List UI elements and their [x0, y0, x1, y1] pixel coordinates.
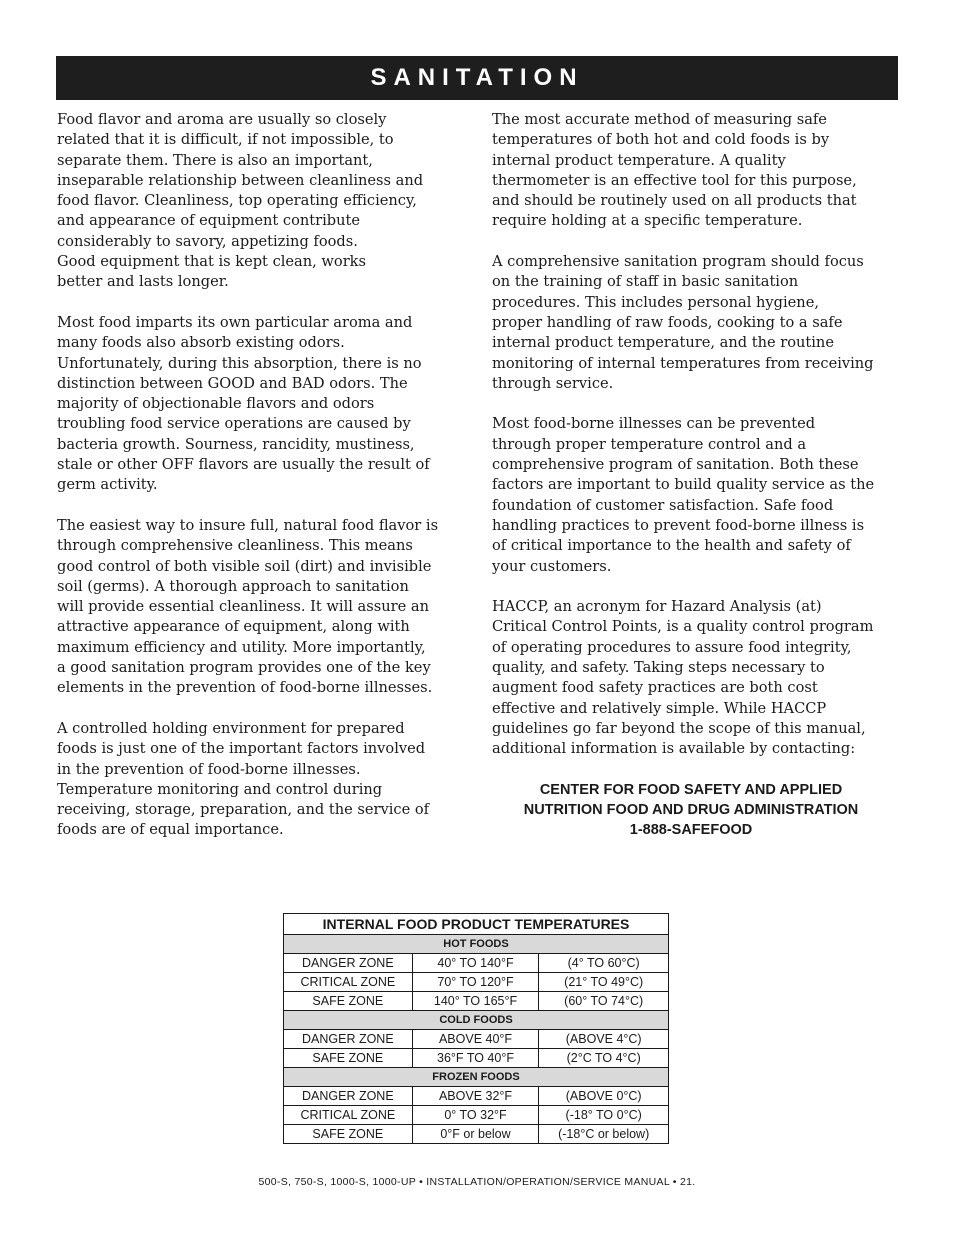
table-row — [284, 1087, 669, 1106]
fahrenheit-cell: 0° TO 32°F — [412, 1106, 539, 1125]
table-row — [284, 1125, 669, 1144]
paragraph: Most food imparts its own particular aroma and many foods also absorb existing odors. Unfortunately, during this absorption, there is no distinction between GOOD and BAD odors. The majority of objectionable flavors and odors troubling food service operations are caused by bacteria growth. Sourness, rancidity, mustiness, stale or other OFF flavors are usually the result of germ activity. — [57, 313, 430, 494]
fahrenheit-cell: 0°F or below — [412, 1125, 539, 1144]
fahrenheit-cell: ABOVE 40°F — [412, 1030, 539, 1049]
paragraph: Food flavor and aroma are usually so closely related that it is difficult, if not impossible, to separate them. There is also an important, inseparable relationship between cleanliness and food flavor. Cleanliness, top operating efficiency, and appearance of equipment contribute considerably to savory, appetizing foods. Good equipment that is kept clean, works better and lasts longer. — [57, 111, 424, 291]
table-row — [284, 973, 669, 992]
celsius-cell: (21° TO 49°C) — [539, 973, 669, 992]
fahrenheit-cell: 40° TO 140°F — [412, 954, 539, 973]
paragraph: The easiest way to insure full, natural food flavor is through comprehensive cleanliness. This means good control of both visible soil (dirt) and invisible soil (germs). A thorough approach to sanitation will provide essential cleanliness. It will assure an attractive appearance of equipment, along with maximum efficiency and utility. More importantly, a good sanitation program provides one of the key elements in the prevention of food-borne illnesses. — [57, 516, 439, 697]
page-footer: 500-S, 750-S, 1000-S, 1000-UP • INSTALLATION/OPERATION/SERVICE MANUAL • 21. — [258, 1176, 696, 1188]
celsius-cell: (-18° TO 0°C) — [539, 1106, 669, 1125]
celsius-cell: (ABOVE 4°C) — [539, 1030, 669, 1049]
section-header-hot-foods: HOT FOODS — [284, 935, 669, 954]
temperature-table — [283, 913, 669, 1144]
zone-cell: SAFE ZONE — [284, 992, 413, 1011]
table-row — [284, 1049, 669, 1068]
fahrenheit-cell: ABOVE 32°F — [412, 1087, 539, 1106]
fahrenheit-cell: 36°F TO 40°F — [412, 1049, 539, 1068]
zone-cell: CRITICAL ZONE — [284, 973, 413, 992]
zone-cell: DANGER ZONE — [284, 1087, 413, 1106]
paragraph: The most accurate method of measuring safe temperatures of both hot and cold foods is by internal product temperature. A quality thermometer is an effective tool for this purpose, and should be routinely used on all products that require holding at a specific temperature. — [492, 111, 857, 230]
paragraph: HACCP, an acronym for Hazard Analysis (at) Critical Control Points, is a quality control program of operating procedures to assure food integrity, quality, and safety. Taking steps necessary to augment food safety practices are both cost effective and relatively simple. While HACCP guidelines go far beyond the scope of this manual, additional information is available by contacting: — [492, 598, 874, 758]
celsius-cell: (4° TO 60°C) — [539, 954, 669, 973]
page-title: SANITATION — [56, 56, 898, 100]
paragraph: A controlled holding environment for prepared foods is just one of the important factors involved in the prevention of food-borne illnesses. Temperature monitoring and control during receiving, storage, preparation, and the service of foods are of equal importance. — [57, 719, 430, 839]
paragraph: A comprehensive sanitation program should focus on the training of staff in basic sanitation procedures. This includes personal hygiene, proper handling of raw foods, cooking to a safe internal product temperature, and the routine monitoring of internal temperatures from receiving through service. — [492, 253, 874, 392]
table-row — [284, 992, 669, 1011]
celsius-cell: (2°C TO 4°C) — [539, 1049, 669, 1068]
section-header-frozen-foods: FROZEN FOODS — [284, 1068, 669, 1087]
table-row — [284, 1106, 669, 1125]
zone-cell: CRITICAL ZONE — [284, 1106, 413, 1125]
contact-line: CENTER FOR FOOD SAFETY AND APPLIED — [539, 781, 843, 798]
celsius-cell: (-18°C or below) — [539, 1125, 669, 1144]
section-header-cold-foods: COLD FOODS — [284, 1011, 669, 1030]
contact-block — [492, 780, 890, 841]
contact-line: NUTRITION FOOD AND DRUG ADMINISTRATION — [523, 802, 859, 819]
contact-phone: 1-888-SAFEFOOD — [629, 822, 753, 839]
zone-cell: SAFE ZONE — [284, 1125, 413, 1144]
fahrenheit-cell: 70° TO 120°F — [412, 973, 539, 992]
paragraph: Most food-borne illnesses can be prevented through proper temperature control and a comprehensive program of sanitation. Both these factors are important to build quality service as the foundation of customer satisfaction. Safe food handling practices to prevent food-borne illness is of critical importance to the health and safety of your customers. — [492, 415, 875, 575]
fahrenheit-cell: 140° TO 165°F — [412, 992, 539, 1011]
zone-cell: DANGER ZONE — [284, 1030, 413, 1049]
table-row — [284, 1030, 669, 1049]
table-row — [284, 954, 669, 973]
celsius-cell: (ABOVE 0°C) — [539, 1087, 669, 1106]
right-column — [492, 110, 897, 841]
zone-cell: SAFE ZONE — [284, 1049, 413, 1068]
left-column — [57, 110, 462, 861]
table-title: INTERNAL FOOD PRODUCT TEMPERATURES — [284, 914, 669, 935]
zone-cell: DANGER ZONE — [284, 954, 413, 973]
celsius-cell: (60° TO 74°C) — [539, 992, 669, 1011]
